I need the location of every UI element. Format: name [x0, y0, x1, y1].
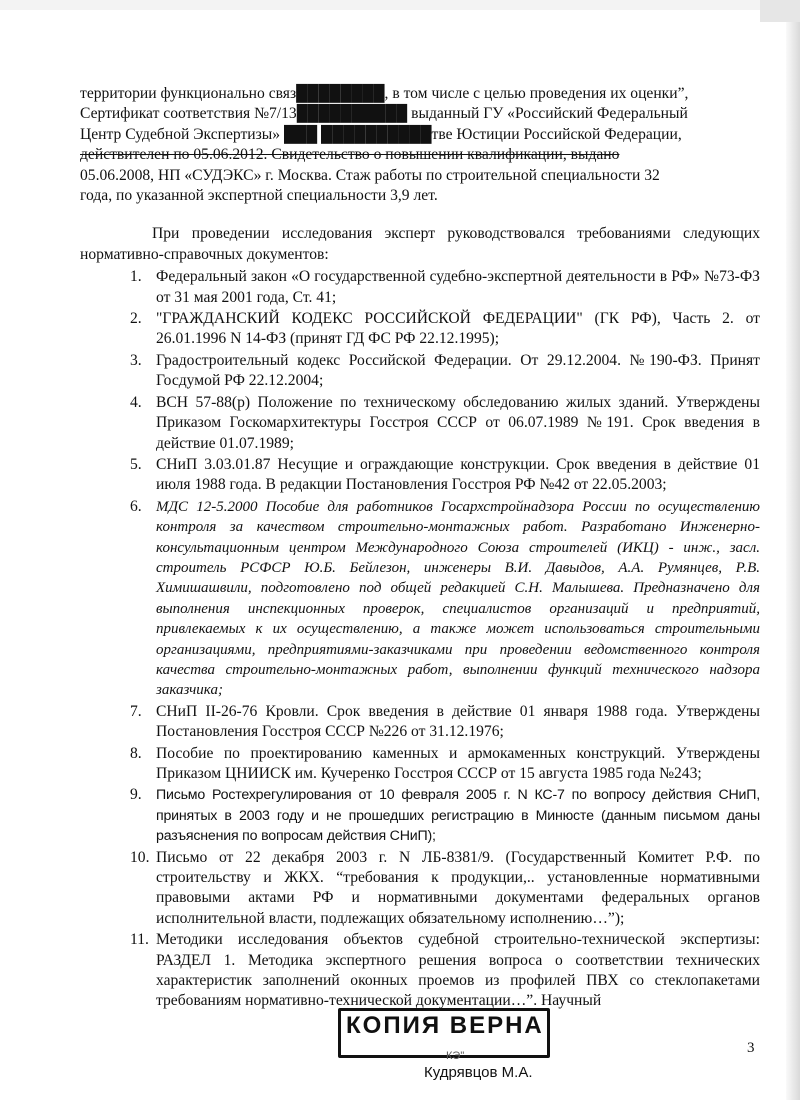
reference-number: 7.	[130, 702, 142, 720]
reference-number: 9.	[130, 786, 142, 804]
document-body	[80, 84, 760, 1012]
reference-text: Федеральный закон «О государственной судебно-экспертной деятельности в РФ» №73-ФЗ от 31 мая 2001 года, Ст. 41;	[156, 268, 760, 306]
stamp-subtext: КЭ"	[446, 1050, 465, 1062]
stamp-signer-name: Кудрявцов М.А.	[424, 1064, 533, 1081]
intro-line: территории функционально связ████████, в том числе с целью проведения их оценки”,	[80, 85, 689, 102]
reference-list	[80, 267, 760, 1012]
intro-line: Сертификат соответствия №7/13██████████ выданный ГУ «Российский Федеральный	[80, 105, 688, 123]
reference-number: 4.	[130, 393, 142, 411]
reference-item	[80, 702, 760, 743]
reference-text: СНиП 3.03.01.87 Несущие и ограждающие конструкции. Срок введения в действие 01 июля 1988 года. В редакции Постановления Госстроя РФ №42 от 22.05.2003;	[156, 455, 760, 494]
copy-certified-stamp	[338, 1000, 546, 1084]
reference-text: Пособие по проектированию каменных и армокаменных конструкций. Утверждены Приказом ЦНИИСК им. Кучеренко Госстроя СССР от 15 августа 1985 года №243;	[156, 744, 760, 782]
reference-number: 11.	[130, 931, 149, 949]
reference-item	[80, 393, 760, 454]
intro-line: действителен по 05.06.2012. Свидетельство о повышении квалификации, выдано	[80, 146, 620, 164]
reference-text: СНиП II-26-76 Кровли. Срок введения в действие 01 января 1988 года. Утверждены Постановления Госстроя СССР №226 от 31.12.1976;	[156, 702, 760, 741]
lead-paragraph: При проведении исследования эксперт руководствовался требованиями следующих нормативно-справочных документов:	[80, 225, 760, 263]
intro-line: 05.06.2008, НП «СУДЭКС» г. Москва. Стаж работы по строительной специальности 32	[80, 166, 660, 184]
reference-text: "ГРАЖДАНСКИЙ КОДЕКС РОССИЙСКОЙ ФЕДЕРАЦИИ" (ГК РФ), Часть 2. от 26.01.1996 N 14-ФЗ (принят ГД ФС РФ 22.12.1995);	[156, 310, 760, 348]
reference-item	[80, 455, 760, 496]
reference-item	[80, 785, 760, 846]
reference-text: Письмо от 22 декабря 2003 г. N ЛБ-8381/9. (Государственный Комитет Р.Ф. по строительству и ЖКХ. “требования к продукции,.. установленные нормативными правовыми актами РФ и нормативными документами федеральных органов исполнительной власти, подлежащих обязательному исполнению…”);	[156, 848, 760, 927]
reference-text: Письмо Ростехрегулирования от 10 февраля 2005 г. N КС-7 по вопросу действия СНиП, принятых в 2003 году и не прошедших регистрацию в Минюсте (данным письмом даны разъяснения по вопросам действия СНиП);	[156, 787, 760, 845]
page-edge-top	[0, 0, 800, 10]
reference-text: Градостроительный кодекс Российской Федерации. От 29.12.2004. №190-ФЗ. Принят Госдумой РФ 22.12.2004;	[156, 351, 760, 390]
reference-number: 2.	[130, 310, 142, 328]
reference-number: 10.	[130, 848, 150, 866]
page-corner-fold	[760, 0, 800, 22]
intro-line: Центр Судебной Экспертизы» ███ ██████████тве Юстиции Российской Федерации,	[80, 125, 682, 143]
reference-item	[80, 744, 760, 785]
expert-credentials-paragraph	[80, 84, 760, 206]
reference-item	[80, 309, 760, 350]
page-edge-right	[786, 0, 800, 1100]
reference-item	[80, 848, 760, 930]
reference-item	[80, 497, 760, 701]
reference-text: Методики исследования объектов судебной строительно-технической экспертизы: РАЗДЕЛ 1. Методика экспертного решения вопроса о соответствии технических характеристик заполнений оконных проемов из профилей ПВХ со стеклопакетами требованиям нормативно-технической документации…”. Научный	[156, 931, 760, 1010]
reference-number: 5.	[130, 455, 142, 473]
reference-text: ВСН 57-88(р) Положение по техническому обследованию жилых зданий. Утверждены Приказом Госкомархитектуры Госстроя СССР от 06.07.1989 №191. Срок введения в действие 01.07.1989;	[156, 393, 760, 452]
intro-line: года, по указанной экспертной специальности 3,9 лет.	[80, 187, 438, 205]
reference-number: 6.	[130, 497, 142, 515]
page-number: 3	[747, 1040, 755, 1056]
reference-text: МДС 12-5.2000 Пособие для работников Госархстройнадзора России по осуществлению контроля за качеством строительно-монтажных работ. Разработано Инженерно-консультационным центром Международного Союза строителей (ИКЦ) - инж., засл. строитель РСФСР Ю.Б. Бейлезон, инженеры В.И. Давыдов, А.А. Румянцев, Р.В. Химишашвили, подготовлено под общей редакцией С.Н. Малышева. Предназначено для выполнения инспекционных проверок, специалистов организаций и предприятий, привлекаемых к их осуществлению, а также может использоваться строительными организациями, предприятиями-заказчиками при проведении ведомственного контроля качества строительно-монтажных работ, выполнении функций технического надзора заказчика;	[156, 498, 760, 699]
stamp-title: КОПИЯ ВЕРНА	[346, 1012, 544, 1039]
reference-number: 8.	[130, 744, 142, 762]
reference-item	[80, 351, 760, 392]
reference-item	[80, 267, 760, 308]
reference-number: 1.	[130, 268, 142, 286]
reference-number: 3.	[130, 351, 142, 369]
